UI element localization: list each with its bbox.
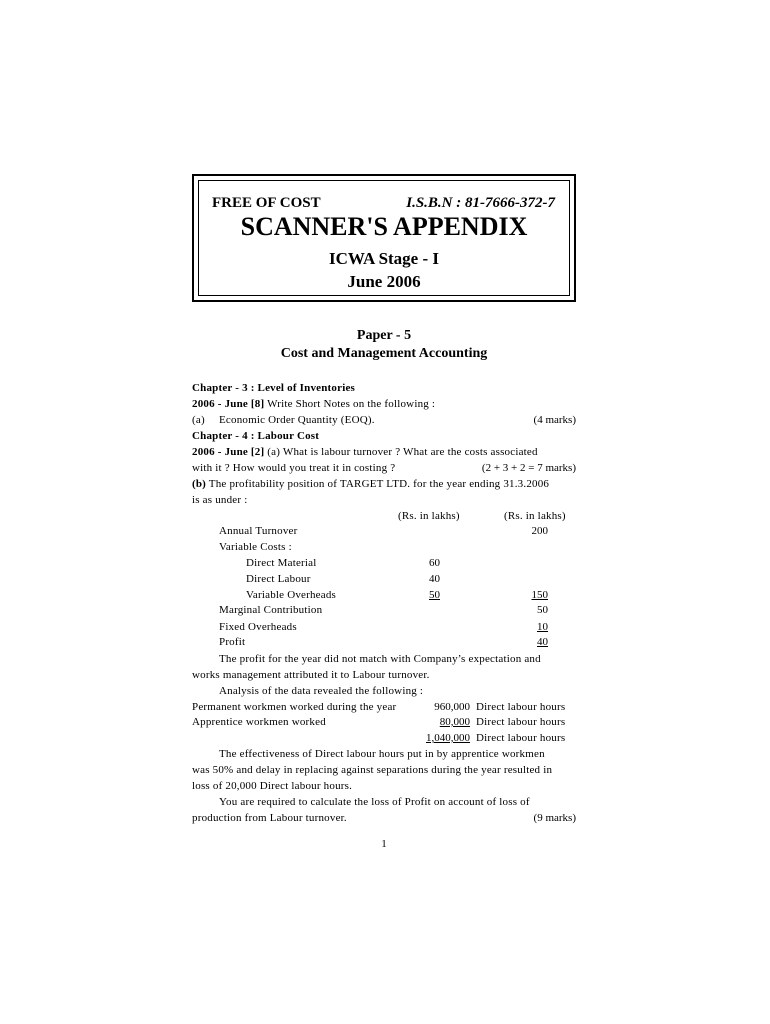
title-box xyxy=(192,174,576,302)
table-col2-header: (Rs. in lakhs) xyxy=(504,510,566,522)
ch4-question-text: (a) What is labour turnover ? What are the costs associated xyxy=(264,446,538,458)
table-row-label: Variable Costs : xyxy=(219,541,292,553)
paragraph-line: The profit for the year did not match with Company’s expectation and xyxy=(219,653,541,665)
table-row-label: Profit xyxy=(219,636,246,648)
table-row-value: 60 xyxy=(429,557,440,569)
ch4-question-ref: 2006 - June [2] xyxy=(192,446,265,458)
ch3-question-ref: 2006 - June [8] xyxy=(192,398,265,410)
ch4-part-b-text-2: is as under : xyxy=(192,494,248,506)
table-col1-header: (Rs. in lakhs) xyxy=(398,510,460,522)
ch3-question xyxy=(192,398,435,410)
table-row-label: Direct Material xyxy=(246,557,317,569)
total-hours-unit: Direct labour hours xyxy=(476,732,566,744)
free-of-cost-label: FREE OF COST xyxy=(212,195,321,211)
permanent-workmen-hours: 960,000 xyxy=(434,701,470,713)
table-row-value: 150 xyxy=(531,589,548,601)
table-row-value: 40 xyxy=(537,636,548,648)
ch4-part-b-label: (b) xyxy=(192,478,207,490)
paragraph-line: loss of 20,000 Direct labour hours. xyxy=(192,780,353,792)
apprentice-workmen-hours: 80,000 xyxy=(439,716,470,728)
title-box-inner-border xyxy=(198,180,570,296)
ch3-item-label: (a) xyxy=(192,414,205,426)
paragraph-line: production from Labour turnover. xyxy=(192,812,347,824)
table-row-label: Annual Turnover xyxy=(219,525,298,537)
ch4-question xyxy=(192,446,538,458)
apprentice-workmen-label: Apprentice workmen worked xyxy=(192,716,326,728)
total-hours: 1,040,000 xyxy=(426,732,470,744)
chapter-4-heading: Chapter - 4 : Labour Cost xyxy=(192,430,320,442)
table-row-label: Fixed Overheads xyxy=(219,621,297,633)
permanent-workmen-label: Permanent workmen worked during the year xyxy=(192,701,397,713)
paragraph-line: Analysis of the data revealed the following : xyxy=(219,685,424,697)
table-row-value: 50 xyxy=(429,589,440,601)
paper-name: Cost and Management Accounting xyxy=(280,346,488,361)
ch4-part-b-text: The profitability position of TARGET LTD. for the year ending 31.3.2006 xyxy=(206,478,550,490)
ch4-part-b xyxy=(192,478,549,490)
paragraph-line: was 50% and delay in replacing against separations during the year resulted in xyxy=(192,764,553,776)
isbn-label: I.S.B.N : 81-7666-372-7 xyxy=(406,195,555,211)
paragraph-line: works management attributed it to Labour turnover. xyxy=(192,669,430,681)
ch3-question-text: Write Short Notes on the following : xyxy=(264,398,436,410)
table-row-label: Variable Overheads xyxy=(246,589,337,601)
stage-label: ICWA Stage - I xyxy=(328,249,440,268)
paper-number: Paper - 5 xyxy=(356,328,412,343)
ch3-item-text: Economic Order Quantity (EOQ). xyxy=(219,414,375,426)
apprentice-workmen-unit: Direct labour hours xyxy=(476,716,566,728)
ch3-item-marks: (4 marks) xyxy=(533,414,576,426)
table-row-value: 10 xyxy=(537,621,548,633)
table-row-label: Marginal Contribution xyxy=(219,604,323,616)
table-row-value: 40 xyxy=(429,573,440,585)
chapter-3-heading: Chapter - 3 : Level of Inventories xyxy=(192,382,356,394)
ch4-question-marks: (2 + 3 + 2 = 7 marks) xyxy=(481,462,576,474)
date-label: June 2006 xyxy=(347,272,421,291)
ch4-question-text-2: with it ? How would you treat it in costing ? xyxy=(192,462,396,474)
book-title: SCANNER'S APPENDIX xyxy=(240,212,528,241)
table-row-label: Direct Labour xyxy=(246,573,311,585)
table-row-value: 50 xyxy=(537,604,548,616)
page-number: 1 xyxy=(381,838,387,850)
paragraph-line: The effectiveness of Direct labour hours put in by apprentice workmen xyxy=(219,748,545,760)
permanent-workmen-unit: Direct labour hours xyxy=(476,701,566,713)
table-row-value: 200 xyxy=(531,525,548,537)
question-marks: (9 marks) xyxy=(533,812,576,824)
paragraph-line: You are required to calculate the loss of Profit on account of loss of xyxy=(219,796,530,808)
